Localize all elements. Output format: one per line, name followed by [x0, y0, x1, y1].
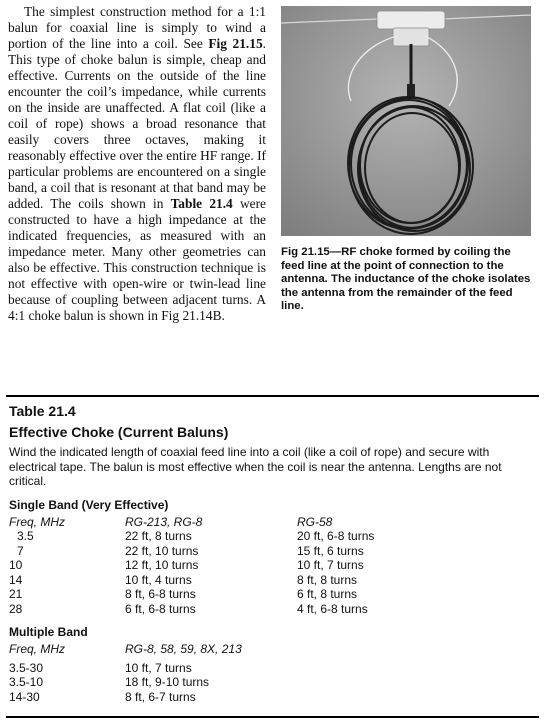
- multiple-band-title: Multiple Band: [9, 625, 88, 639]
- rg213-cell: 8 ft, 6-8 turns: [125, 587, 196, 601]
- multiple-band-header-row: [9, 640, 297, 657]
- table-row: [9, 690, 297, 705]
- table-row: [9, 661, 297, 676]
- cable-cell: 10 ft, 7 turns: [125, 660, 192, 675]
- table-note: Wind the indicated length of coaxial feed line into a coil (like a coil of rope) and secure with electrical tape. The balun is most effective when the coil is near the antenna. Lengths are not critical.: [9, 445, 502, 488]
- freq-cell: 14: [9, 572, 23, 587]
- table-row: [9, 587, 374, 602]
- rg213-cell: 22 ft, 8 turns: [125, 529, 192, 543]
- article-intro: The simplest construction method for a 1:1 balun for coaxial line is simply to wind a portion of the line into a coil. See: [8, 4, 266, 51]
- rg58-cell: 10 ft, 7 turns: [297, 558, 364, 572]
- single-band-table: [9, 513, 374, 617]
- rg58-cell: 6 ft, 8 turns: [297, 587, 358, 601]
- freq-cell: 21: [9, 587, 23, 601]
- table-row: [9, 602, 374, 617]
- cable-cell: 18 ft, 9-10 turns: [125, 675, 210, 689]
- table-row: [9, 558, 374, 573]
- header-freq: Freq, MHz: [9, 514, 66, 529]
- single-band-title: Single Band (Very Effective): [9, 497, 169, 512]
- header-rg58: RG-58: [297, 514, 333, 529]
- freq-cell: 10: [9, 558, 23, 572]
- freq-cell: 14-30: [9, 689, 40, 704]
- freq-cell: 7: [17, 543, 24, 558]
- rg213-cell: 22 ft, 10 turns: [125, 543, 199, 558]
- rg213-cell: 6 ft, 6-8 turns: [125, 601, 196, 616]
- table-row: [9, 675, 297, 690]
- article-body-text: [8, 4, 266, 324]
- rg58-cell: 20 ft, 6-8 turns: [297, 529, 375, 543]
- cable-cell: 8 ft, 6-7 turns: [125, 689, 196, 704]
- table-number: Table 21.4: [9, 403, 76, 419]
- choke-balun-photo: [281, 6, 531, 236]
- table-title: Effective Choke (Current Baluns): [9, 424, 229, 440]
- rg58-cell: 4 ft, 6-8 turns: [297, 601, 368, 616]
- rg213-cell: 10 ft, 4 turns: [125, 572, 192, 587]
- header-freq: Freq, MHz: [9, 642, 66, 656]
- header-cable-types: RG-8, 58, 59, 8X, 213: [125, 642, 242, 656]
- table-row: [9, 529, 374, 544]
- multiple-band-table: [9, 640, 297, 704]
- single-band-header-row: [9, 513, 374, 530]
- rg58-cell: 8 ft, 8 turns: [297, 572, 358, 587]
- table-reference: Table 21.4: [170, 196, 233, 211]
- figure-caption: Fig 21.15—RF choke formed by coiling the feed line at the point of connection to the antenna. The inductance of the choke isolates the antenna from the remainder of the feed line.: [281, 246, 531, 313]
- freq-cell: 3.5: [17, 529, 34, 543]
- table-row: [9, 573, 374, 588]
- coiled-feed-line-illustration: [281, 6, 531, 236]
- article-end: were constructed to have a high impedance at the indicated frequencies, as measured with an impedance meter. Many other geometries can also be effective. This construction technique is not effective with open-wire or twin-lead line because of coupling between adjacent turns. A 4:1 choke balun is shown in Fig 21.14B.: [8, 196, 266, 323]
- table-bottom-rule: [6, 716, 539, 718]
- freq-cell: 3.5-30: [9, 660, 44, 675]
- rg58-cell: 15 ft, 6 turns: [297, 543, 364, 558]
- figure-reference: Fig 21.15: [208, 36, 263, 51]
- table-top-rule: [6, 395, 539, 397]
- freq-cell: 28: [9, 601, 23, 616]
- choke-balun-table: [9, 402, 539, 704]
- rg213-cell: 12 ft, 10 turns: [125, 558, 199, 572]
- freq-cell: 3.5-10: [9, 675, 44, 689]
- article-middle: . This type of choke balun is simple, cheap and effective. Currents on the outside of the line encounter the coil’s impedance, while currents on the inside are unaffected. A flat coil (like a coil of rope) shows a broad resonance that easily covers three octaves, making it reasonably effective over the entire HF range. If particular problems are encountered on a single band, a coil that is resonant at that band may be added. The coils shown in: [8, 36, 266, 211]
- table-row: [9, 544, 374, 559]
- header-rg213: RG-213, RG-8: [125, 514, 203, 529]
